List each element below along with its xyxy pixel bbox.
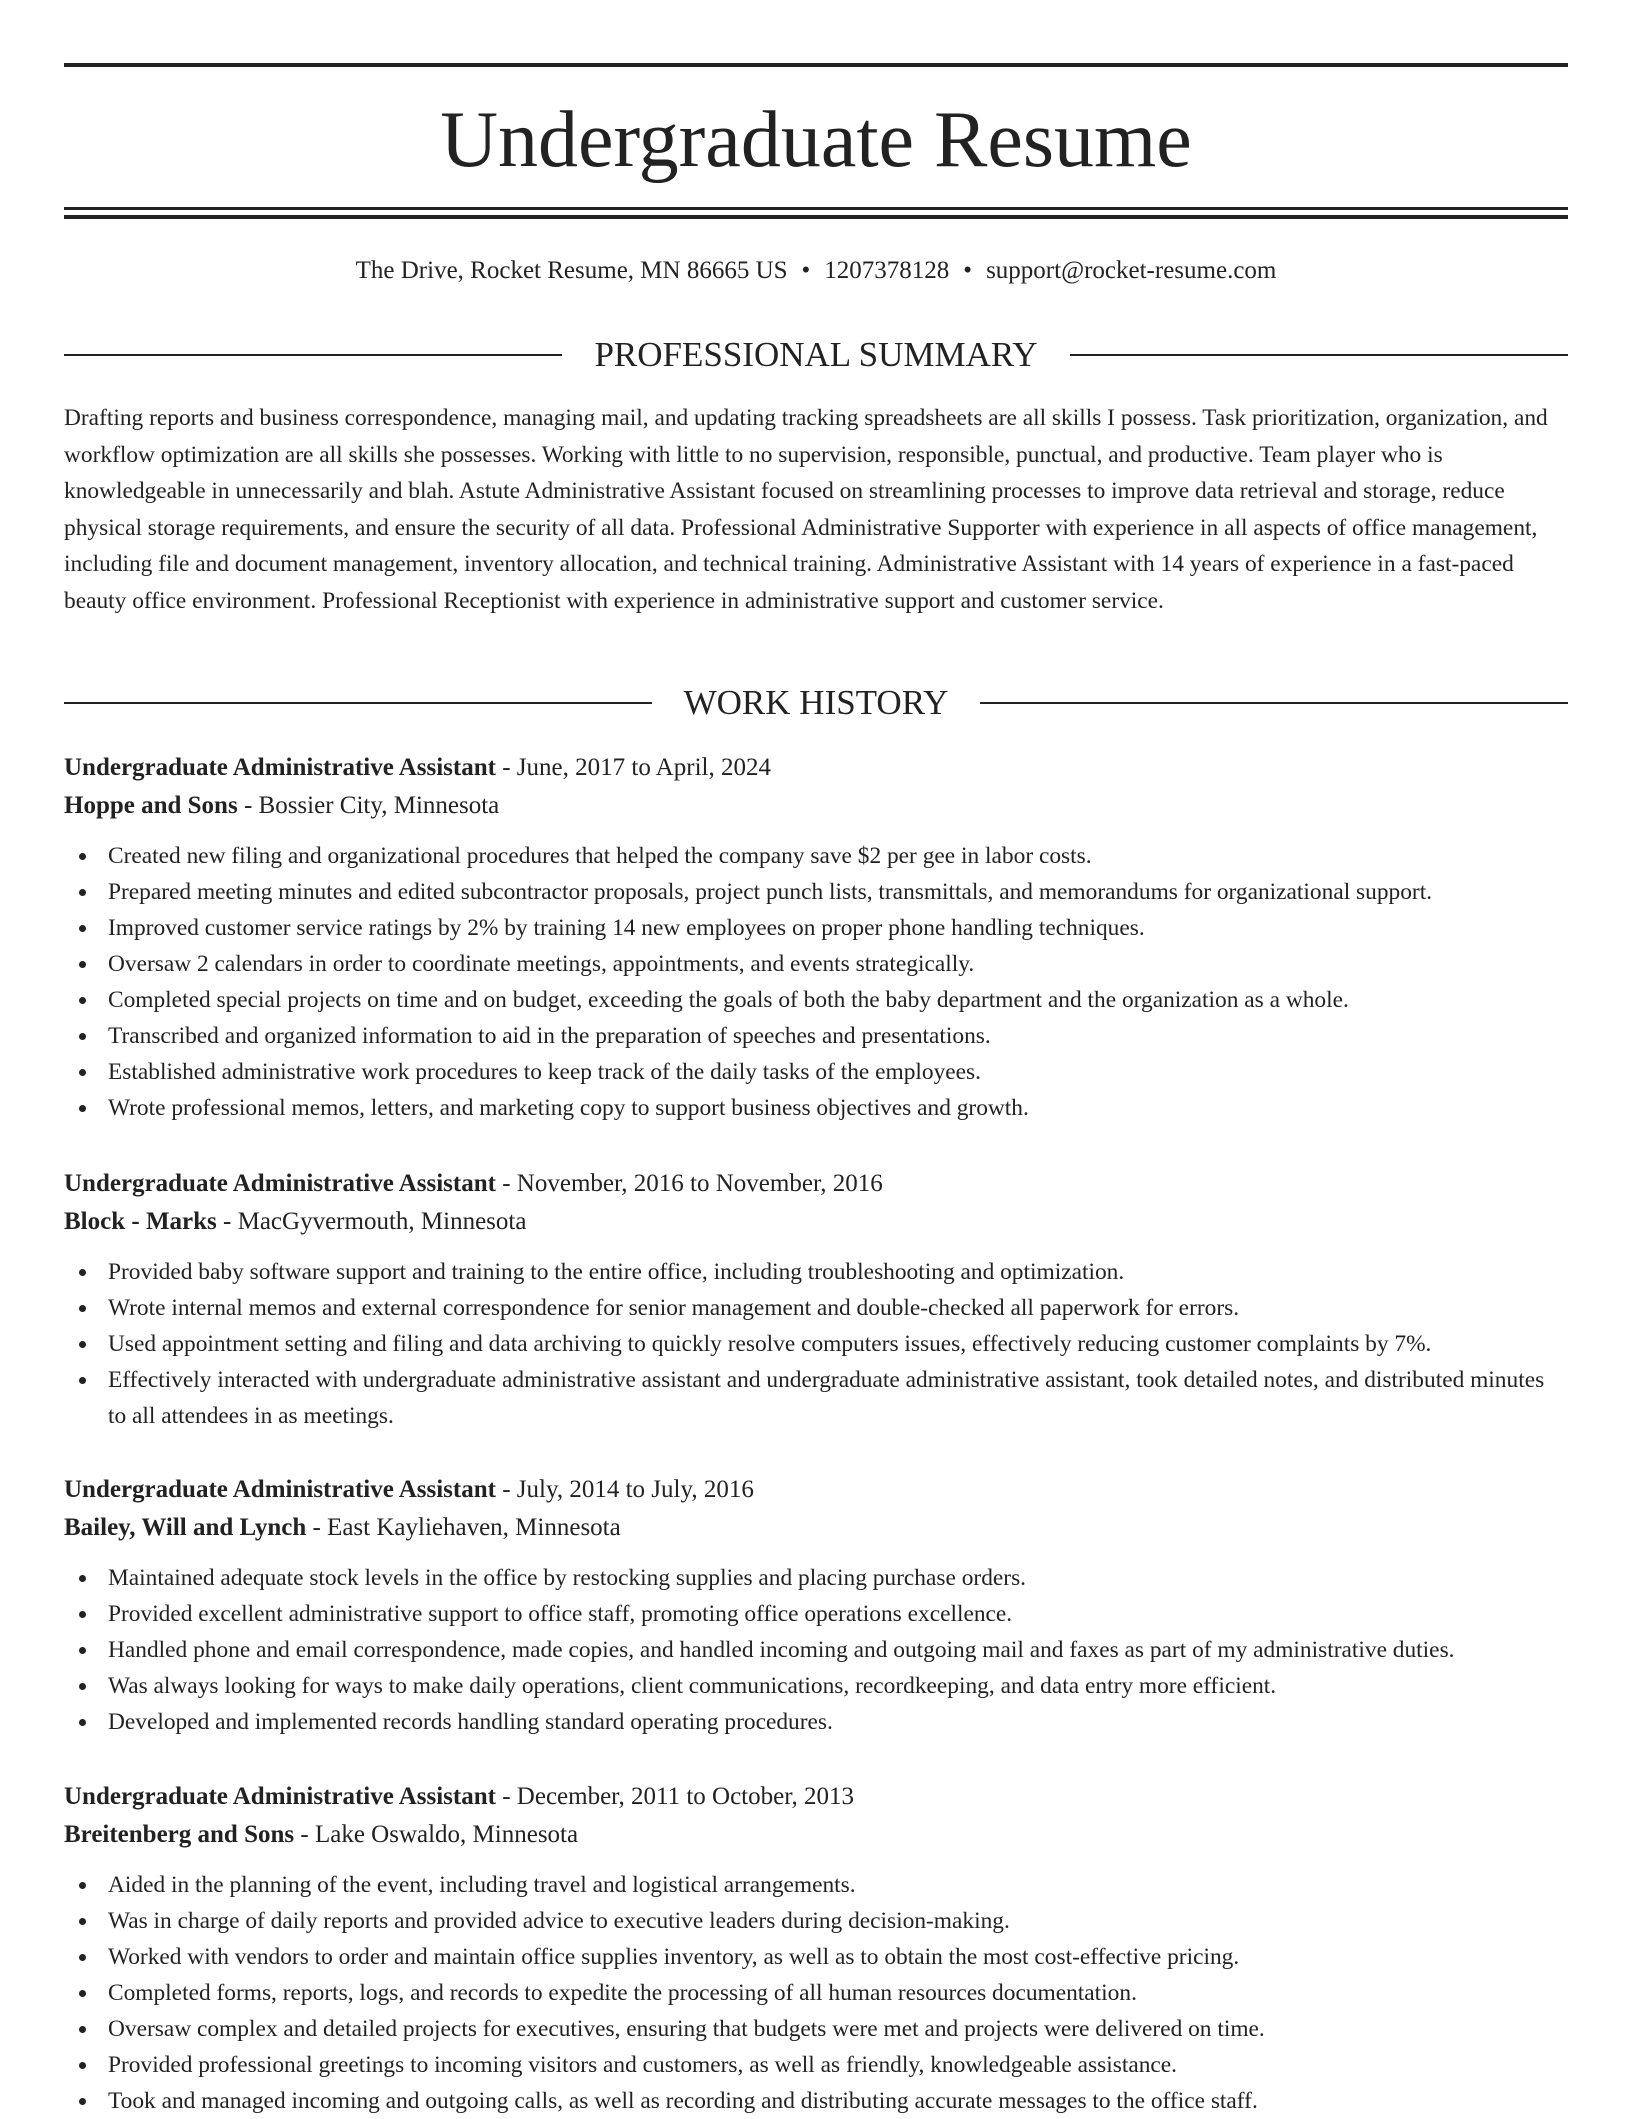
job-bullet: Wrote professional memos, letters, and marketing copy to support business objectives and growth. <box>64 1090 1568 1126</box>
job-bullet: Provided baby software support and training to the entire office, including troubleshooting and optimization. <box>64 1254 1568 1290</box>
job-bullet: Transcribed and organized information to aid in the preparation of speeches and presentations. <box>64 1018 1568 1054</box>
contact-address: The Drive, Rocket Resume, MN 86665 US <box>355 257 788 284</box>
job-company: Breitenberg and Sons <box>64 1821 295 1848</box>
job-dates: - June, 2017 to April, 2024 <box>495 754 771 781</box>
job-title: Undergraduate Administrative Assistant <box>64 1783 496 1810</box>
job-bullet: Established administrative work procedures to keep track of the daily tasks of the employees. <box>64 1054 1568 1090</box>
job-bullets <box>64 1560 1568 1740</box>
top-rule <box>64 63 1568 67</box>
job-title-line <box>64 1778 1568 1816</box>
contact-phone: 1207378128 <box>824 257 950 284</box>
job-bullet: Used appointment setting and filing and data archiving to quickly resolve computers issues, effectively reducing customer complaints by 7%. <box>64 1326 1568 1362</box>
job-bullet: Handled phone and email correspondence, made copies, and handled incoming and outgoing mail and faxes as part of my administrative duties. <box>64 1632 1568 1668</box>
job-bullets <box>64 838 1568 1126</box>
job-entry <box>64 1778 1568 2119</box>
job-bullet: Took and managed incoming and outgoing calls, as well as recording and distributing accurate messages to the office staff. <box>64 2083 1568 2119</box>
heading-rule-right <box>980 702 1568 704</box>
summary-text: Drafting reports and business correspondence, managing mail, and updating tracking spreadsheets are all skills I possess. Task prioritization, organization, and workflow optimization are all skills she possesses. Working with little to no supervision, responsible, punctual, and productive. Team player who is knowledgeable in unnecessarily and blah. Astute Administrative Assistant focused on streamlining processes to improve data retrieval and storage, reduce physical storage requirements, and ensure the security of all data. Professional Administrative Supporter with experience in all aspects of office management, including file and document management, inventory allocation, and technical training. Administrative Assistant with 14 years of experience in a fast-paced beauty office environment. Professional Receptionist with experience in administrative support and customer service. <box>64 405 1548 614</box>
heading-rule-right <box>1070 354 1568 356</box>
job-company-line <box>64 1816 1568 1854</box>
job-dates: - July, 2014 to July, 2016 <box>495 1476 754 1503</box>
job-dates: - November, 2016 to November, 2016 <box>495 1170 883 1197</box>
job-company-line <box>64 1509 1568 1547</box>
heading-rule-left <box>64 702 652 704</box>
work-history-heading-label: WORK HISTORY <box>683 683 949 722</box>
job-entry <box>64 749 1568 1126</box>
title-rule-lower <box>64 215 1568 219</box>
job-company: Bailey, Will and Lynch <box>64 1514 307 1541</box>
work-history-heading <box>64 681 1568 725</box>
contact-email: support@rocket-resume.com <box>986 257 1277 284</box>
job-bullets <box>64 1254 1568 1434</box>
summary-heading <box>64 333 1568 377</box>
job-bullet: Developed and implemented records handling standard operating procedures. <box>64 1704 1568 1740</box>
job-bullet: Maintained adequate stock levels in the office by restocking supplies and placing purchase orders. <box>64 1560 1568 1596</box>
job-bullet: Provided excellent administrative support to office staff, promoting office operations excellence. <box>64 1596 1568 1632</box>
job-location: - Lake Oswaldo, Minnesota <box>294 1821 579 1848</box>
summary-heading-label: PROFESSIONAL SUMMARY <box>594 335 1038 374</box>
contact-separator: • <box>801 257 811 284</box>
job-company-line <box>64 787 1568 825</box>
job-title-line <box>64 1165 1568 1203</box>
job-bullet: Improved customer service ratings by 2% by training 14 new employees on proper phone handling techniques. <box>64 910 1568 946</box>
contact-separator: • <box>963 257 973 284</box>
job-title: Undergraduate Administrative Assistant <box>64 754 496 781</box>
job-location: - MacGyvermouth, Minnesota <box>216 1208 527 1235</box>
job-bullet: Oversaw complex and detailed projects for executives, ensuring that budgets were met and projects were delivered on time. <box>64 2011 1568 2047</box>
job-title-line <box>64 1471 1568 1509</box>
job-bullet: Provided professional greetings to incoming visitors and customers, as well as friendly, knowledgeable assistance. <box>64 2047 1568 2083</box>
job-bullet: Was always looking for ways to make daily operations, client communications, recordkeeping, and data entry more efficient. <box>64 1668 1568 1704</box>
job-company-line <box>64 1203 1568 1241</box>
job-dates: - December, 2011 to October, 2013 <box>495 1783 855 1810</box>
job-bullet: Oversaw 2 calendars in order to coordinate meetings, appointments, and events strategically. <box>64 946 1568 982</box>
job-title-line <box>64 749 1568 787</box>
job-bullet: Wrote internal memos and external correspondence for senior management and double-checked all paperwork for errors. <box>64 1290 1568 1326</box>
job-bullet: Was in charge of daily reports and provided advice to executive leaders during decision-making. <box>64 1903 1568 1939</box>
job-title: Undergraduate Administrative Assistant <box>64 1170 496 1197</box>
job-bullet: Effectively interacted with undergraduate administrative assistant and undergraduate administrative assistant, took detailed notes, and distributed minutes to all attendees in as meetings. <box>64 1362 1568 1434</box>
job-entry <box>64 1471 1568 1740</box>
job-location: - East Kayliehaven, Minnesota <box>306 1514 621 1541</box>
job-bullet: Aided in the planning of the event, including travel and logistical arrangements. <box>64 1867 1568 1903</box>
heading-rule-left <box>64 354 562 356</box>
job-bullet: Completed special projects on time and on budget, exceeding the goals of both the baby department and the organization as a whole. <box>64 982 1568 1018</box>
resume-title: Undergraduate Resume <box>440 96 1192 184</box>
job-bullet: Created new filing and organizational procedures that helped the company save $2 per gee in labor costs. <box>64 838 1568 874</box>
job-location: - Bossier City, Minnesota <box>237 792 500 819</box>
title-rule-upper <box>64 207 1568 210</box>
job-entry <box>64 1165 1568 1434</box>
job-bullets <box>64 1867 1568 2119</box>
job-title: Undergraduate Administrative Assistant <box>64 1476 496 1503</box>
job-bullet: Completed forms, reports, logs, and records to expedite the processing of all human resources documentation. <box>64 1975 1568 2011</box>
job-company: Hoppe and Sons <box>64 792 238 819</box>
job-bullet: Prepared meeting minutes and edited subcontractor proposals, project punch lists, transmittals, and memorandums for organizational support. <box>64 874 1568 910</box>
job-bullet: Worked with vendors to order and maintain office supplies inventory, as well as to obtain the most cost-effective pricing. <box>64 1939 1568 1975</box>
job-company: Block - Marks <box>64 1208 217 1235</box>
contact-line <box>64 254 1568 288</box>
